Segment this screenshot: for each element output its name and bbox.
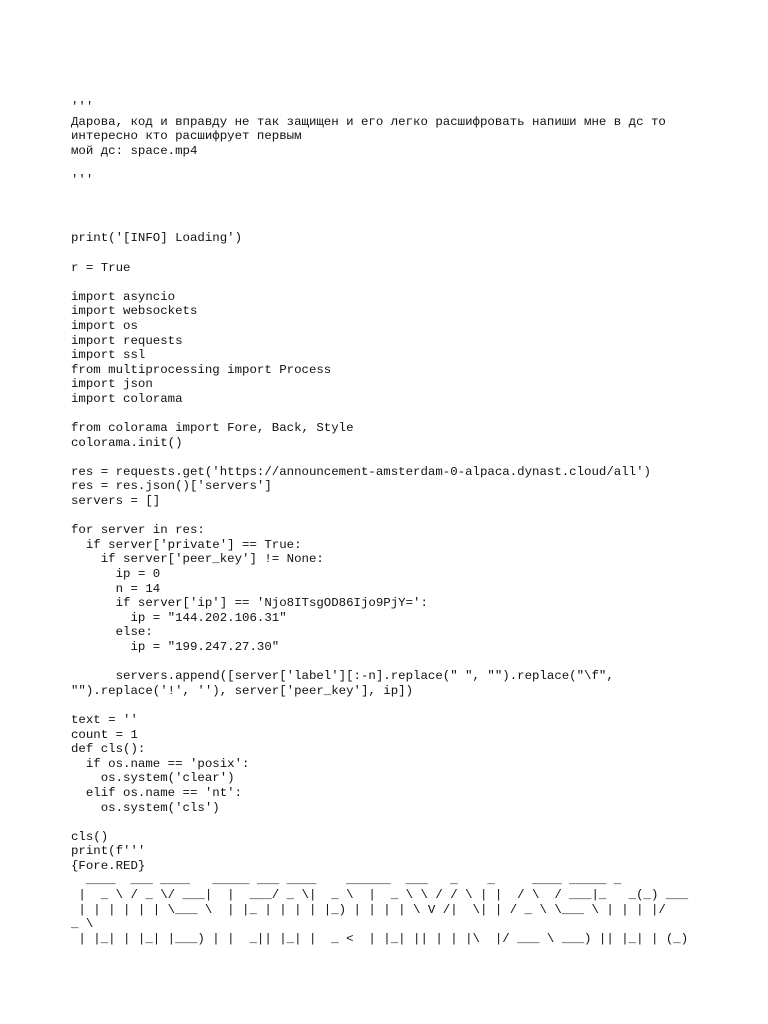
code-line: count = 1 bbox=[71, 727, 138, 742]
blank-line bbox=[71, 188, 761, 232]
code-line: if server['ip'] == 'Njo8ITsgOD86Ijo9PjY=': bbox=[71, 596, 428, 611]
code-line: text = '' bbox=[71, 712, 138, 727]
code-line: "").replace('!', ''), server['peer_key'], ip]) bbox=[71, 683, 414, 698]
code-line: elif os.name == 'nt': bbox=[71, 785, 243, 800]
code-line: servers.append([server['label'][:-n].replace(" ", "").replace("\f", bbox=[71, 669, 614, 684]
code-line: | |_| | |_| |___) | | _|| |_| | _ < | |_| || | | |\ |/ ___ \ ___) || |_| | (_) bbox=[71, 931, 689, 946]
code-line: import requests bbox=[71, 333, 183, 348]
blank-line bbox=[71, 246, 761, 261]
code-line: _ \ bbox=[71, 917, 94, 932]
code-line: if os.name == 'posix': bbox=[71, 756, 250, 771]
code-line: интересно кто расшифрует первым bbox=[71, 129, 302, 144]
code-line: ____ ___ ____ _____ ___ ____ ______ ___ _ _ ____ _____ _ bbox=[71, 873, 622, 888]
code-line: ip = "199.247.27.30" bbox=[71, 639, 280, 654]
code-line: {Fore.RED} bbox=[71, 858, 146, 873]
document-page bbox=[71, 100, 761, 946]
code-line: print('[INFO] Loading') bbox=[71, 231, 243, 246]
code-line: print(f''' bbox=[71, 844, 146, 859]
code-line: from colorama import Fore, Back, Style bbox=[71, 421, 354, 436]
code-line: ''' bbox=[71, 100, 94, 114]
code-line: servers = [] bbox=[71, 494, 161, 509]
code-line: if server['private'] == True: bbox=[71, 537, 302, 552]
code-line: if server['peer_key'] != None: bbox=[71, 552, 324, 567]
code-line: import os bbox=[71, 318, 138, 333]
code-line: cls() bbox=[71, 829, 109, 844]
blank-line bbox=[71, 698, 761, 713]
blank-line bbox=[71, 158, 761, 173]
code-line: ''' bbox=[71, 172, 94, 187]
code-line: res = res.json()['servers'] bbox=[71, 479, 272, 494]
code-line: ip = "144.202.106.31" bbox=[71, 610, 287, 625]
code-line: | | | | | | \___ \ | |_ | | | | |_) | | | | \ V /| \| | / _ \ \___ \ | | | |/ bbox=[71, 902, 666, 917]
code-line: import asyncio bbox=[71, 289, 176, 304]
blank-line bbox=[71, 406, 761, 421]
code-line: import json bbox=[71, 377, 153, 392]
code-line: colorama.init() bbox=[71, 435, 183, 450]
code-line: res = requests.get('https://announcement-amsterdam-0-alpaca.dynast.cloud/all') bbox=[71, 464, 651, 479]
code-line: os.system('clear') bbox=[71, 771, 235, 786]
code-line: for server in res: bbox=[71, 523, 205, 538]
blank-line bbox=[71, 815, 761, 830]
code-line: | _ \ / _ \/ ___| | ___/ _ \| _ \ | _ \ \ / / \ | | / \ / ___|_ _(_) ___ bbox=[71, 888, 689, 903]
blank-line bbox=[71, 275, 761, 290]
code-line: r = True bbox=[71, 260, 131, 275]
code-line: Дарова, код и вправду не так защищен и его легко расшифровать напиши мне в дс то bbox=[71, 114, 666, 129]
code-line: def cls(): bbox=[71, 742, 146, 757]
code-line: else: bbox=[71, 625, 153, 640]
code-line: os.system('cls') bbox=[71, 800, 220, 815]
code-line: n = 14 bbox=[71, 581, 161, 596]
code-line: import websockets bbox=[71, 304, 198, 319]
blank-line bbox=[71, 655, 761, 670]
code-line: мой дс: space.mp4 bbox=[71, 143, 198, 158]
code-line: from multiprocessing import Process bbox=[71, 362, 332, 377]
blank-line bbox=[71, 509, 761, 524]
blank-line bbox=[71, 450, 761, 465]
code-line: import colorama bbox=[71, 391, 183, 406]
code-line: ip = 0 bbox=[71, 567, 161, 582]
code-line: import ssl bbox=[71, 348, 146, 363]
